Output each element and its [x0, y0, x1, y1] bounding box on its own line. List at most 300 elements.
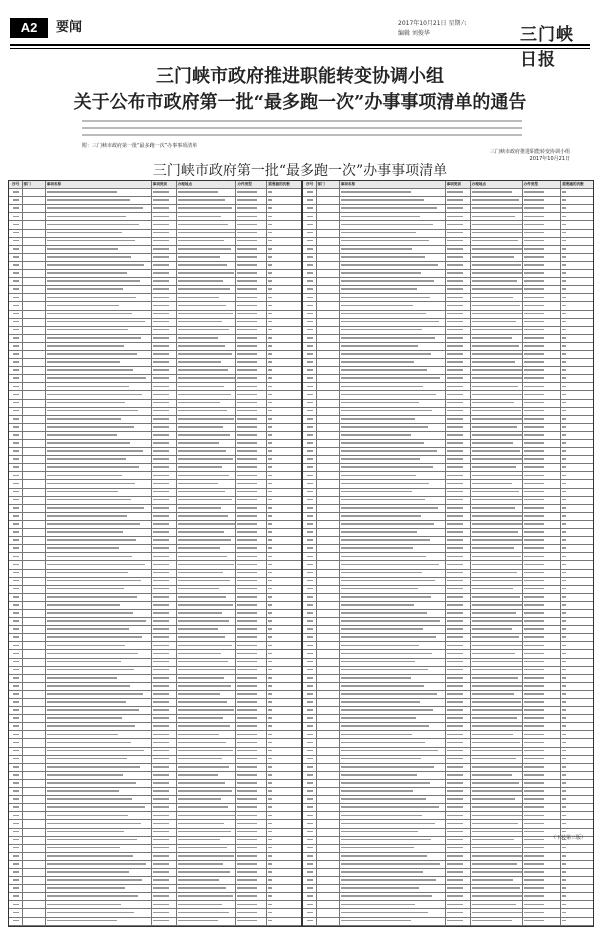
table-cell	[523, 424, 562, 431]
table-cell	[471, 408, 523, 415]
table-cell	[471, 667, 523, 674]
table-cell	[561, 359, 593, 366]
table-cell	[9, 319, 23, 326]
table-cell	[340, 869, 446, 876]
table-row	[9, 221, 301, 229]
table-cell	[471, 780, 523, 787]
table-cell	[340, 327, 446, 334]
table-cell	[177, 408, 237, 415]
table-cell	[177, 294, 237, 301]
table-cell	[23, 861, 46, 868]
table-cell	[523, 667, 562, 674]
table-cell	[46, 529, 152, 536]
table-cell	[46, 205, 152, 212]
table-cell	[177, 230, 237, 237]
table-cell	[236, 772, 267, 779]
table-cell	[303, 796, 317, 803]
table-cell	[9, 513, 23, 520]
table-cell	[523, 238, 562, 245]
table-row	[9, 505, 301, 513]
table-cell	[446, 521, 471, 528]
table-cell	[471, 748, 523, 755]
table-cell	[561, 764, 593, 771]
table-cell	[523, 351, 562, 358]
table-cell	[46, 197, 152, 204]
table-cell	[446, 918, 471, 925]
table-cell	[523, 262, 562, 269]
table-cell	[152, 351, 177, 358]
table-cell	[9, 715, 23, 722]
table-row	[303, 602, 593, 610]
table-cell	[561, 610, 593, 617]
table-cell	[523, 367, 562, 374]
table-cell	[561, 578, 593, 585]
table-cell	[267, 796, 301, 803]
table-cell	[561, 472, 593, 479]
table-cell	[267, 707, 301, 714]
table-cell	[446, 432, 471, 439]
table-cell	[523, 270, 562, 277]
table-cell	[317, 286, 340, 293]
table-cell	[303, 456, 317, 463]
table-cell	[23, 408, 46, 415]
table-cell	[471, 213, 523, 220]
table-cell	[152, 464, 177, 471]
table-cell	[471, 440, 523, 447]
table-cell	[23, 529, 46, 536]
table-cell	[471, 230, 523, 237]
table-cell	[23, 424, 46, 431]
table-cell	[46, 521, 152, 528]
table-cell	[471, 464, 523, 471]
table-cell	[236, 408, 267, 415]
table-cell	[9, 594, 23, 601]
table-row	[303, 464, 593, 472]
table-cell	[177, 367, 237, 374]
table-cell	[177, 480, 237, 487]
col-header-item: 事项名称	[46, 181, 152, 188]
table-cell	[9, 683, 23, 690]
table-cell	[177, 424, 237, 431]
table-cell	[471, 699, 523, 706]
table-cell	[340, 489, 446, 496]
table-cell	[23, 513, 46, 520]
table-cell	[561, 877, 593, 884]
table-cell	[236, 238, 267, 245]
table-cell	[267, 246, 301, 253]
table-cell	[236, 521, 267, 528]
table-cell	[561, 650, 593, 657]
table-cell	[446, 205, 471, 212]
table-cell	[471, 311, 523, 318]
table-cell	[177, 359, 237, 366]
table-cell	[23, 610, 46, 617]
table-cell	[303, 545, 317, 552]
table-cell	[561, 909, 593, 916]
table-cell	[177, 205, 237, 212]
table-cell	[317, 586, 340, 593]
table-cell	[561, 626, 593, 633]
table-cell	[340, 877, 446, 884]
table-cell	[23, 351, 46, 358]
table-cell	[177, 812, 237, 819]
table-cell	[177, 829, 237, 836]
table-row	[9, 869, 301, 877]
table-row	[9, 440, 301, 448]
table-cell	[340, 521, 446, 528]
table-row	[9, 319, 301, 327]
table-row	[9, 626, 301, 634]
table-row	[303, 238, 593, 246]
table-cell	[46, 230, 152, 237]
col-header-times: 需要跑的次数	[268, 182, 290, 186]
table-row	[9, 197, 301, 205]
table-cell	[46, 626, 152, 633]
table-cell	[471, 262, 523, 269]
table-cell	[236, 561, 267, 568]
table-cell	[236, 788, 267, 795]
table-cell	[523, 812, 562, 819]
table-cell	[46, 812, 152, 819]
table-cell	[177, 861, 237, 868]
table-cell	[177, 707, 237, 714]
table-cell	[523, 197, 562, 204]
table-cell	[267, 416, 301, 423]
table-cell	[471, 634, 523, 641]
table-cell	[317, 602, 340, 609]
table-cell	[177, 375, 237, 382]
table-cell	[9, 213, 23, 220]
table-cell	[46, 221, 152, 228]
table-cell	[152, 764, 177, 771]
table-row	[303, 472, 593, 480]
table-row	[9, 731, 301, 739]
table-row	[9, 432, 301, 440]
table-cell	[267, 626, 301, 633]
table-row	[303, 885, 593, 893]
table-cell	[152, 489, 177, 496]
table-row	[303, 311, 593, 319]
body-line	[82, 118, 522, 125]
table-cell	[317, 489, 340, 496]
table-cell	[523, 408, 562, 415]
table-row	[9, 861, 301, 869]
table-cell	[303, 780, 317, 787]
table-cell	[23, 294, 46, 301]
table-cell	[340, 578, 446, 585]
table-cell	[23, 618, 46, 625]
table-cell	[46, 675, 152, 682]
table-cell	[446, 578, 471, 585]
table-cell	[177, 497, 237, 504]
table-cell	[177, 302, 237, 309]
table-cell	[446, 845, 471, 852]
table-cell	[177, 845, 237, 852]
table-cell	[177, 909, 237, 916]
table-row	[303, 343, 593, 351]
table-cell	[317, 869, 340, 876]
table-cell	[177, 383, 237, 390]
table-cell	[177, 642, 237, 649]
table-cell	[152, 375, 177, 382]
table-cell	[46, 885, 152, 892]
table-cell	[177, 634, 237, 641]
table-row	[9, 650, 301, 658]
table-cell	[267, 610, 301, 617]
table-cell	[236, 650, 267, 657]
table-cell	[446, 683, 471, 690]
table-cell	[267, 408, 301, 415]
table-cell	[446, 772, 471, 779]
table-cell	[177, 772, 237, 779]
table-cell	[177, 869, 237, 876]
table-cell	[471, 327, 523, 334]
table-cell	[471, 302, 523, 309]
table-cell	[446, 626, 471, 633]
table-cell	[303, 691, 317, 698]
table-cell	[23, 829, 46, 836]
table-cell	[46, 861, 152, 868]
table-cell	[523, 659, 562, 666]
table-cell	[317, 294, 340, 301]
table-cell	[340, 756, 446, 763]
table-cell	[303, 424, 317, 431]
table-cell	[267, 570, 301, 577]
newspaper-logo: 三门峡日报	[520, 25, 574, 70]
table-row	[9, 618, 301, 626]
table-cell	[561, 594, 593, 601]
table-cell	[471, 480, 523, 487]
table-cell	[177, 464, 237, 471]
table-cell	[523, 359, 562, 366]
table-cell	[471, 691, 523, 698]
table-row	[9, 456, 301, 464]
table-cell	[317, 788, 340, 795]
table-cell	[23, 642, 46, 649]
table-row	[9, 230, 301, 238]
table-cell	[23, 302, 46, 309]
table-cell	[267, 553, 301, 560]
table-cell	[523, 642, 562, 649]
table-cell	[523, 375, 562, 382]
table-row	[303, 375, 593, 383]
table-row	[303, 545, 593, 553]
table-cell	[446, 400, 471, 407]
table-cell	[471, 343, 523, 350]
table-cell	[561, 205, 593, 212]
table-cell	[303, 748, 317, 755]
table-cell	[236, 367, 267, 374]
table-cell	[523, 869, 562, 876]
table-cell	[303, 610, 317, 617]
table-cell	[523, 570, 562, 577]
table-row	[9, 529, 301, 537]
table-cell	[23, 561, 46, 568]
table-cell	[523, 561, 562, 568]
body-line	[82, 132, 522, 139]
table-cell	[23, 723, 46, 730]
table-row	[9, 343, 301, 351]
table-cell	[152, 311, 177, 318]
table-cell	[236, 764, 267, 771]
table-cell	[561, 901, 593, 908]
table-row	[9, 723, 301, 731]
table-cell	[236, 254, 267, 261]
table-cell	[317, 400, 340, 407]
table-cell	[471, 489, 523, 496]
table-cell	[267, 723, 301, 730]
table-cell	[317, 505, 340, 512]
table-cell	[317, 634, 340, 641]
table-cell	[317, 213, 340, 220]
table-cell	[446, 545, 471, 552]
table-row	[9, 351, 301, 359]
table-cell	[340, 505, 446, 512]
table-cell	[236, 715, 267, 722]
table-cell	[446, 553, 471, 560]
table-cell	[303, 270, 317, 277]
table-cell	[267, 351, 301, 358]
table-cell	[152, 756, 177, 763]
table-row	[9, 893, 301, 901]
table-cell	[23, 262, 46, 269]
table-cell	[152, 861, 177, 868]
table-cell	[523, 254, 562, 261]
table-cell	[561, 861, 593, 868]
table-cell	[446, 472, 471, 479]
table-cell	[236, 513, 267, 520]
table-row	[303, 699, 593, 707]
table-cell	[267, 699, 301, 706]
table-cell	[9, 642, 23, 649]
table-cell	[561, 553, 593, 560]
table-cell	[23, 901, 46, 908]
table-cell	[152, 626, 177, 633]
table-cell	[471, 278, 523, 285]
table-cell	[340, 610, 446, 617]
table-cell	[561, 197, 593, 204]
table-cell	[9, 723, 23, 730]
table-cell	[9, 788, 23, 795]
table-cell	[267, 254, 301, 261]
table-cell	[236, 723, 267, 730]
table-cell	[267, 545, 301, 552]
table-row	[303, 869, 593, 877]
table-cell	[340, 602, 446, 609]
table-row	[9, 829, 301, 837]
issue-date-header: 2017年10月21日 星期六	[398, 20, 467, 27]
table-row	[9, 238, 301, 246]
table-cell	[471, 602, 523, 609]
table-cell	[446, 213, 471, 220]
table-cell	[267, 278, 301, 285]
table-cell	[471, 715, 523, 722]
table-cell	[9, 869, 23, 876]
table-row	[303, 594, 593, 602]
table-row	[9, 796, 301, 804]
table-cell	[9, 238, 23, 245]
body-line	[82, 125, 522, 132]
table-cell	[471, 254, 523, 261]
table-cell	[303, 756, 317, 763]
table-cell	[303, 715, 317, 722]
table-cell	[46, 869, 152, 876]
table-row	[303, 440, 593, 448]
table-cell	[561, 343, 593, 350]
table-cell	[303, 537, 317, 544]
table-cell	[152, 205, 177, 212]
table-cell	[9, 820, 23, 827]
table-cell	[303, 294, 317, 301]
table-cell	[446, 327, 471, 334]
table-cell	[471, 885, 523, 892]
table-cell	[340, 278, 446, 285]
table-cell	[303, 772, 317, 779]
table-cell	[340, 594, 446, 601]
table-cell	[561, 278, 593, 285]
table-row	[9, 472, 301, 480]
table-cell	[340, 699, 446, 706]
table-row	[303, 189, 593, 197]
table-cell	[446, 618, 471, 625]
table-cell	[9, 901, 23, 908]
table-cell	[317, 683, 340, 690]
table-cell	[340, 691, 446, 698]
table-cell	[303, 367, 317, 374]
table-cell	[340, 788, 446, 795]
table-cell	[46, 780, 152, 787]
table-cell	[152, 278, 177, 285]
table-cell	[340, 238, 446, 245]
table-cell	[23, 489, 46, 496]
table-row	[9, 739, 301, 747]
table-cell	[46, 691, 152, 698]
table-row	[9, 853, 301, 861]
table-cell	[23, 853, 46, 860]
table-cell	[340, 448, 446, 455]
table-cell	[340, 675, 446, 682]
table-cell	[152, 221, 177, 228]
table-cell	[267, 788, 301, 795]
table-cell	[152, 513, 177, 520]
table-cell	[267, 675, 301, 682]
table-cell	[523, 246, 562, 253]
table-cell	[236, 221, 267, 228]
table-cell	[561, 796, 593, 803]
table-row	[303, 432, 593, 440]
table-cell	[446, 723, 471, 730]
table-row	[303, 650, 593, 658]
table-cell	[303, 230, 317, 237]
table-cell	[152, 780, 177, 787]
table-cell	[561, 780, 593, 787]
table-cell	[9, 893, 23, 900]
table-cell	[471, 570, 523, 577]
table-cell	[317, 812, 340, 819]
table-cell	[267, 683, 301, 690]
table-cell	[446, 877, 471, 884]
table-cell	[267, 537, 301, 544]
table-cell	[46, 715, 152, 722]
table-cell	[177, 221, 237, 228]
table-cell	[340, 845, 446, 852]
table-row	[303, 213, 593, 221]
table-cell	[177, 739, 237, 746]
table-cell	[471, 918, 523, 925]
table-cell	[177, 213, 237, 220]
table-cell	[23, 748, 46, 755]
table-cell	[236, 853, 267, 860]
